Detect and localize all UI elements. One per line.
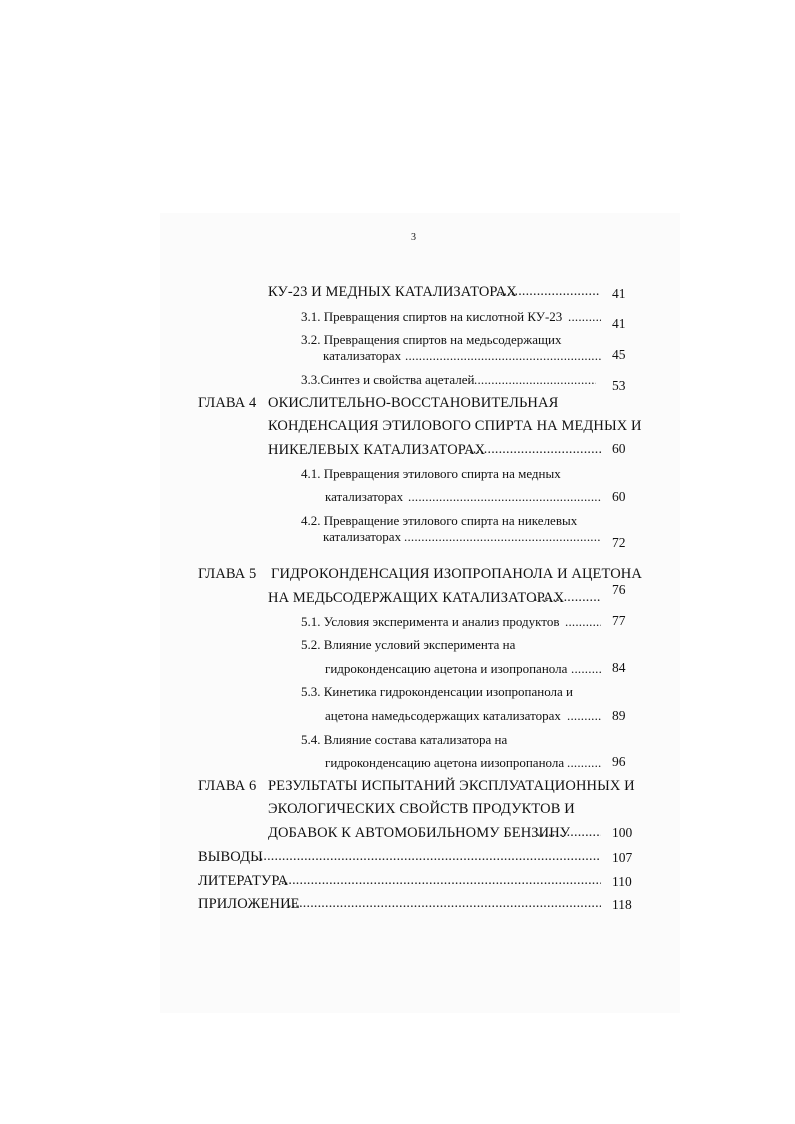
toc-page: 41 [612,316,626,331]
toc-chapter-6-title: РЕЗУЛЬТАТЫ ИСПЫТАНИЙ ЭКСПЛУАТАЦИОННЫХ И [268,778,635,794]
toc-leader [496,285,600,299]
toc-page: 60 [612,489,626,504]
toc-page: 60 [612,441,626,456]
page-number: 3 [411,232,416,243]
toc-leader [571,662,601,675]
toc-page: 84 [612,660,626,675]
toc-appendix: ПРИЛОЖЕНИЕ [198,896,300,912]
toc-chapter-4-title-cont: НИКЕЛЕВЫХ КАТАЛИЗАТОРАХ [268,442,486,458]
toc-page: 118 [612,897,632,912]
toc-section-3-3: 3.3.Синтез и свойства ацеталей [301,372,475,387]
toc-leader [404,530,601,543]
toc-chapter-4-title: ОКИСЛИТЕЛЬНО-ВОССТАНОВИТЕЛЬНАЯ [268,395,559,411]
toc-section-4-1-cont: катализаторах [325,489,404,504]
toc-page: 110 [612,874,632,889]
toc-page: 72 [612,535,626,550]
toc-section-4-2: 4.2. Превращение этилового спирта на никелевых [301,513,578,528]
toc-leader [256,850,601,864]
toc-section-4-1: 4.1. Превращения этилового спирта на медных [301,466,561,481]
toc-leader [567,709,601,722]
toc-page: 89 [612,708,626,723]
toc-leader [408,490,601,503]
toc-page: 96 [612,754,626,769]
toc-section-3-1: 3.1. Превращения спиртов на кислотной КУ-23 [301,309,563,324]
toc-section-3-2-cont: катализаторах [323,348,402,363]
toc-chapter-5-label: ГЛАВА 5 [198,566,257,582]
toc-page: 45 [612,347,626,362]
toc-section-5-1: 5.1. Условия эксперимента и анализ продуктов [301,614,560,629]
toc-page: 77 [612,613,626,628]
toc-leader [537,826,601,840]
toc-section-3-2: 3.2. Превращения спиртов на медьсодержащих [301,332,562,347]
toc-page: 107 [612,850,633,865]
toc-chapter-4-label: ГЛАВА 4 [198,395,257,411]
toc-leader [288,897,601,911]
toc-leader [474,373,596,386]
toc-section-5-2-cont: гидроконденсацию ацетона и изопропанола [325,661,568,676]
toc-conclusions: ВЫВОДЫ [198,849,263,865]
toc-literature: ЛИТЕРАТУРА [198,873,289,889]
toc-leader [567,756,601,769]
toc-leader [568,310,601,323]
toc-chapter-4-title-cont: КОНДЕНСАЦИЯ ЭТИЛОВОГО СПИРТА НА МЕДНЫХ И [268,418,642,434]
toc-leader [565,615,601,628]
toc-leader [534,591,601,605]
toc-section-5-4-cont: гидроконденсацию ацетона иизопропанола [325,755,565,770]
toc-section-5-4: 5.4. Влияние состава катализатора на [301,732,508,747]
toc-chapter-6-title-cont: ДОБАВОК К АВТОМОБИЛЬНОМУ БЕНЗИНУ [268,825,571,841]
toc-section-5-3: 5.3. Кинетика гидроконденсации изопропанола и [301,684,574,699]
toc-chapter-6-label: ГЛАВА 6 [198,778,257,794]
toc-section-5-2: 5.2. Влияние условий эксперимента на [301,637,516,652]
toc-page: 53 [612,378,626,393]
toc-page: 76 [612,582,626,597]
toc-chapter-5-title-cont: НА МЕДЬСОДЕРЖАЩИХ КАТАЛИЗАТОРАХ [268,590,565,606]
toc-chapter-6-title-cont: ЭКОЛОГИЧЕСКИХ СВОЙСТВ ПРОДУКТОВ И [268,801,575,817]
toc-chapter-5-title: ГИДРОКОНДЕНСАЦИЯ ИЗОПРОПАНОЛА И АЦЕТОНА [271,566,642,582]
toc-leader [281,874,601,888]
toc-leader [405,349,601,362]
toc-section-4-2-cont: катализаторах [323,529,402,544]
toc-leader [469,443,601,457]
toc-section-5-3-cont: ацетона намедьсодержащих катализаторах [325,708,561,723]
toc-ch3-continued: КУ-23 И МЕДНЫХ КАТАЛИЗАТОРАХ [268,284,517,300]
toc-page: 100 [612,825,633,840]
toc-page: 41 [612,286,626,301]
